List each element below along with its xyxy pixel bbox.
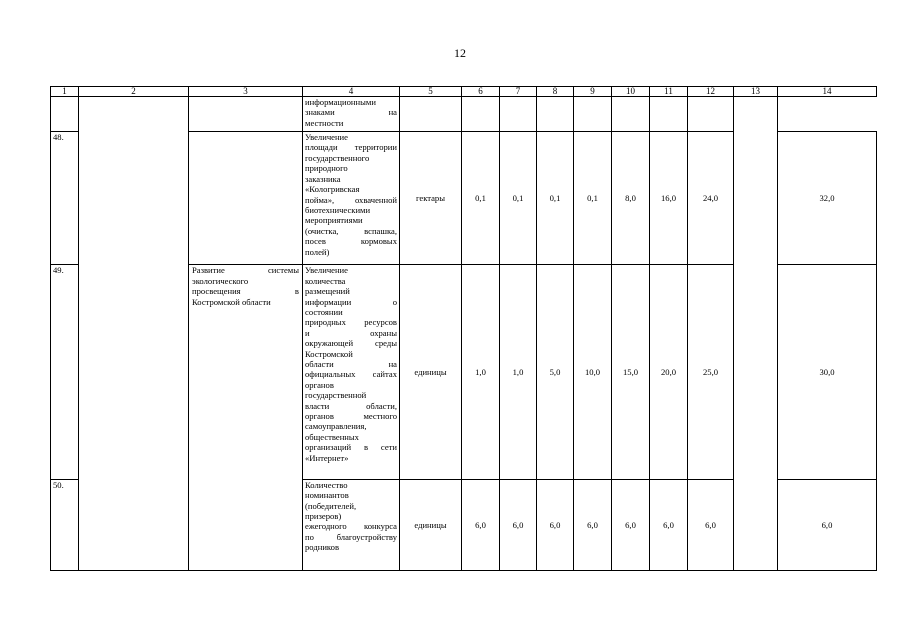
text-line: органов местного [305, 411, 397, 422]
column-header: 6 [462, 87, 500, 97]
text-line: ежегодного конкурса [305, 521, 397, 532]
column-14-cell [734, 97, 778, 571]
text-line: государственной [305, 390, 367, 401]
row-number-cell: 48. [51, 132, 79, 265]
text-line: состоянии [305, 306, 343, 317]
text-line: знаками на [305, 107, 397, 118]
text-line: экологического [192, 275, 249, 286]
program-cell [189, 97, 303, 132]
value-cell: 6,0 [650, 479, 688, 570]
column-header: 5 [400, 87, 462, 97]
value-cell: 6,0 [688, 479, 734, 570]
column-header: 4 [303, 87, 400, 97]
value-cell: 6,0 [500, 479, 537, 570]
value-cell [400, 97, 462, 132]
text-line: общественных [305, 431, 359, 442]
row-number-cell: 50. [51, 479, 79, 570]
value-cell [537, 97, 574, 132]
value-cell: 6,0 [462, 479, 500, 570]
value-cell: 0,1 [462, 132, 500, 265]
text-line: площади территории [305, 142, 397, 153]
indicator-cell [303, 265, 400, 479]
text-line: посев кормовых [305, 236, 397, 247]
column-header: 14 [778, 87, 877, 97]
text-line: номинантов [305, 490, 349, 501]
text-line: «Кологривская [305, 184, 360, 195]
value-cell: 6,0 [537, 479, 574, 570]
indicators-table [50, 86, 877, 571]
column-header: 11 [650, 87, 688, 97]
text-line: местности [305, 117, 344, 128]
text-line: «Интернет» [305, 452, 349, 463]
value-cell: 6,0 [574, 479, 612, 570]
column-header: 12 [688, 87, 734, 97]
column-2-cell [79, 97, 189, 571]
text-line: заказника [305, 173, 341, 184]
text-line: Костромской области [192, 296, 271, 307]
table-row [51, 97, 877, 132]
text-line: размещений [305, 286, 350, 297]
column-header: 8 [537, 87, 574, 97]
value-cell [462, 97, 500, 132]
unit-cell: единицы [400, 479, 462, 570]
text-line: полей) [305, 246, 330, 257]
text-line: Увеличение [305, 132, 348, 143]
value-cell [650, 97, 688, 132]
value-cell: 5,0 [537, 265, 574, 479]
value-cell: 10,0 [574, 265, 612, 479]
value-cell: 32,0 [778, 132, 877, 265]
text-line: мероприятиями [305, 215, 363, 226]
page-number: 12 [454, 46, 466, 60]
text-line: официальных сайтах [305, 369, 397, 380]
column-header: 1 [51, 87, 79, 97]
value-cell: 6,0 [778, 479, 877, 570]
program-cell [189, 265, 303, 571]
value-cell: 16,0 [650, 132, 688, 265]
text-line: организаций в сети [305, 442, 397, 453]
value-cell: 0,1 [500, 132, 537, 265]
column-header: 13 [734, 87, 778, 97]
text-line: государственного [305, 152, 370, 163]
text-line: по благоустройству [305, 531, 397, 542]
text-line: призеров) [305, 511, 342, 521]
text-line: пойма», охваченной [305, 194, 397, 205]
column-header: 3 [189, 87, 303, 97]
value-cell: 15,0 [612, 265, 650, 479]
value-cell [500, 97, 537, 132]
value-cell [574, 97, 612, 132]
value-cell: 0,1 [537, 132, 574, 265]
column-header: 9 [574, 87, 612, 97]
value-cell: 0,1 [574, 132, 612, 265]
text-line: биотехническими [305, 204, 371, 215]
text-line: власти области, [305, 400, 397, 411]
indicator-cell [303, 132, 400, 265]
value-cell: 1,0 [500, 265, 537, 479]
text-line: природных ресурсов [305, 317, 397, 328]
value-cell: 6,0 [612, 479, 650, 570]
text-line: просвещения в [192, 286, 299, 297]
value-cell: 25,0 [688, 265, 734, 479]
column-header: 10 [612, 87, 650, 97]
text-line: Увеличение [305, 265, 348, 276]
text-line: Костромской [305, 348, 353, 359]
text-line: самоуправления, [305, 421, 367, 432]
text-line: Количество [305, 479, 348, 490]
indicator-cell [303, 479, 400, 570]
row-number-cell: 49. [51, 265, 79, 479]
unit-cell: единицы [400, 265, 462, 479]
value-cell [612, 97, 650, 132]
indicator-cell [303, 97, 400, 132]
text-line: (очистка, вспашка, [305, 225, 397, 236]
text-line: органов [305, 379, 334, 390]
text-line: и охраны [305, 327, 397, 338]
value-cell: 8,0 [612, 132, 650, 265]
text-line: области на [305, 359, 397, 369]
column-header: 7 [500, 87, 537, 97]
program-cell [189, 132, 303, 265]
header-row [51, 87, 877, 97]
text-line: информации о [305, 296, 397, 307]
row-number-cell [51, 97, 79, 132]
text-line: количества [305, 275, 346, 286]
value-cell: 1,0 [462, 265, 500, 479]
unit-cell: гектары [400, 132, 462, 265]
column-header: 2 [79, 87, 189, 97]
value-cell [688, 97, 734, 132]
value-cell: 20,0 [650, 265, 688, 479]
text-line: родников [305, 542, 340, 553]
text-line: информационными [305, 97, 376, 108]
text-line: природного [305, 163, 348, 174]
text-line: окружающей среды [305, 338, 397, 349]
text-line: Развитие системы [192, 265, 299, 276]
value-cell: 30,0 [778, 265, 877, 479]
value-cell: 24,0 [688, 132, 734, 265]
text-line: (победителей, [305, 500, 357, 511]
